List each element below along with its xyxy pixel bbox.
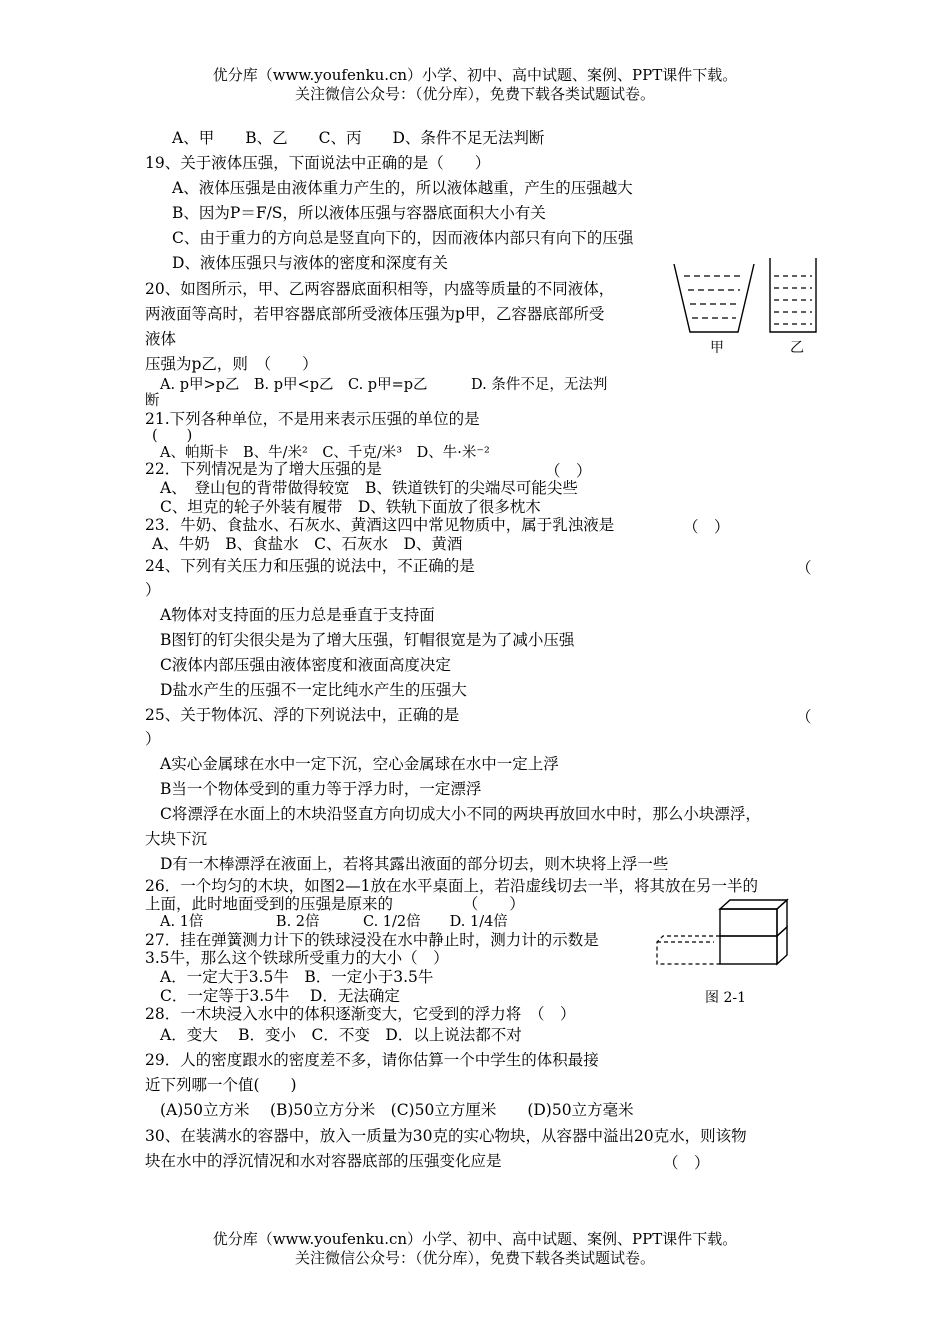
q22-options-cd: C、坦克的轮子外装有履带 D、铁轨下面放了很多枕木: [160, 498, 541, 516]
q27-stem-2: 3.5牛，那么这个铁球所受重力的大小（ ）: [145, 949, 449, 967]
lower-block-front: [720, 936, 777, 964]
q20-stem-4: 压强为p乙，则 （ ）: [145, 355, 318, 373]
q23-paren: （ ）: [683, 518, 730, 536]
q24-stem: 24、下列有关压力和压强的说法中，不正确的是: [145, 557, 475, 575]
q20-options-wrap: 断: [145, 393, 160, 409]
q21-paren: ( ): [152, 428, 193, 444]
q18-options: A、甲 B、乙 C、丙 D、条件不足无法判断: [172, 129, 545, 147]
q19-option-c: C、由于重力的方向总是竖直向下的，因而液体内部只有向下的压强: [172, 229, 634, 247]
page-header-line2: 关注微信公众号：（优分库），免费下载各类试题试卷。: [294, 85, 655, 103]
q24-option-c: C液体内部压强由液体密度和液面高度决定: [160, 656, 451, 674]
q30-paren: （ ）: [663, 1154, 710, 1172]
q29-options: (A)50立方米 (B)50立方分米 (C)50立方厘米 (D)50立方毫米: [160, 1101, 634, 1119]
q28-stem: 28．一木块浸入水中的体积逐渐变大，它受到的浮力将 （ ）: [145, 1005, 576, 1023]
container-yi-label: 乙: [790, 340, 804, 356]
q30-stem-1: 30、在装满水的容器中，放入一质量为30克的实心物块，从容器中溢出20克水，则该物: [145, 1127, 747, 1145]
q28-options: A．变大 B．变小 C．不变 D．以上说法都不对: [160, 1026, 522, 1044]
q24-paren-close: ）: [145, 581, 161, 599]
q24-paren-open: （: [796, 559, 812, 577]
q24-option-a: A物体对支持面的压力总是垂直于支持面: [160, 606, 435, 624]
q27-options-cd: C．一定等于3.5牛 D．无法确定: [160, 987, 400, 1005]
q19-option-d: D、液体压强只与液体的密度和深度有关: [172, 254, 448, 272]
blocks-figure: [655, 895, 790, 970]
q25-option-c: C将漂浮在水面上的木块沿竖直方向切成大小不同的两块再放回水中时，那么小块漂浮，: [160, 805, 761, 823]
q29-stem-2: 近下列哪一个值( ): [145, 1076, 297, 1094]
q27-stem-1: 27．挂在弹簧测力计下的铁球浸没在水中静止时，测力计的示数是: [145, 931, 599, 949]
page-footer-line2: 关注微信公众号：（优分库），免费下载各类试题试卷。: [294, 1249, 655, 1267]
q30-stem-2: 块在水中的浮沉情况和水对容器底部的压强变化应是: [145, 1152, 502, 1170]
q20-options: A. p甲>p乙 B. p甲<p乙 C. p甲=p乙 D. 条件不足，无法判: [160, 377, 608, 393]
q27-options-ab: A．一定大于3.5牛 B．一定小于3.5牛: [160, 968, 434, 986]
q20-stem-3: 液体: [145, 330, 177, 348]
container-yi: [770, 258, 816, 332]
q19-option-a: A、液体压强是由液体重力产生的，所以液体越重，产生的压强越大: [172, 179, 633, 197]
q20-stem-2: 两液面等高时，若甲容器底部所受液体压强为p甲，乙容器底部所受: [145, 305, 605, 323]
q22-paren: （ ）: [545, 462, 592, 480]
q23-stem: 23．牛奶、食盐水、石灰水、黄酒这四中常见物质中，属于乳浊液是: [145, 516, 615, 534]
containers-figure: [670, 252, 830, 340]
q23-options: A、牛奶 B、食盐水 C、石灰水 D、黄酒: [152, 535, 463, 553]
q26-stem-2: 上面，此时地面受到的压强是原来的 （ ）: [145, 895, 525, 913]
q25-option-d: D有一木棒漂浮在液面上，若将其露出液面的部分切去，则木块将上浮一些: [160, 855, 669, 873]
q20-stem-1: 20、如图所示，甲、乙两容器底面积相等，内盛等质量的不同液体，: [145, 280, 615, 298]
q25-option-c-wrap: 大块下沉: [145, 830, 208, 848]
q19-stem: 19、关于液体压强，下面说法中正确的是（ ）: [145, 154, 491, 172]
lower-block-side: [777, 927, 787, 964]
q22-stem: 22．下列情况是为了增大压强的是: [145, 460, 382, 478]
q24-option-b: B图钉的钉尖很尖是为了增大压强，钉帽很宽是为了减小压强: [160, 631, 575, 649]
container-jia: [674, 264, 754, 332]
page-header-line1: 优分库（www.youfenku.cn）小学、初中、高中试题、案例、PPT课件下载。: [212, 66, 738, 84]
q25-option-b: B当一个物体受到的重力等于浮力时，一定漂浮: [160, 780, 482, 798]
dashed-original: [657, 936, 720, 964]
container-jia-label: 甲: [710, 340, 724, 356]
upper-block-top: [720, 900, 787, 909]
q21-stem: 21.下列各种单位，不是用来表示压强的单位的是: [145, 410, 480, 428]
q25-option-a: A实心金属球在水中一定下沉，空心金属球在水中一定上浮: [160, 755, 559, 773]
page-footer-line1: 优分库（www.youfenku.cn）小学、初中、高中试题、案例、PPT课件下载。: [212, 1230, 738, 1248]
q19-option-b: B、因为P＝F/S，所以液体压强与容器底面积大小有关: [172, 204, 546, 222]
q25-paren-open: （: [796, 708, 812, 726]
figure-caption: 图 2-1: [705, 990, 746, 1006]
q26-options: A. 1倍 B. 2倍 C. 1/2倍 D. 1/4倍: [160, 914, 508, 930]
q22-options-ab: A、 登山包的背带做得较宽 B、铁道铁钉的尖端尽可能尖些: [160, 479, 578, 497]
q25-paren-close: ）: [145, 730, 161, 748]
q24-option-d: D盐水产生的压强不一定比纯水产生的压强大: [160, 681, 467, 699]
q25-stem: 25、关于物体沉、浮的下列说法中，正确的是: [145, 706, 460, 724]
upper-block-front: [720, 909, 777, 936]
q26-stem-1: 26．一个均匀的木块，如图2—1放在水平桌面上，若沿虚线切去一半，将其放在另一半的: [145, 877, 758, 895]
q21-options: A、帕斯卡 B、牛/米² C、千克/米³ D、牛·米⁻²: [160, 445, 490, 461]
q29-stem-1: 29．人的密度跟水的密度差不多，请你估算一个中学生的体积最接: [145, 1051, 599, 1069]
